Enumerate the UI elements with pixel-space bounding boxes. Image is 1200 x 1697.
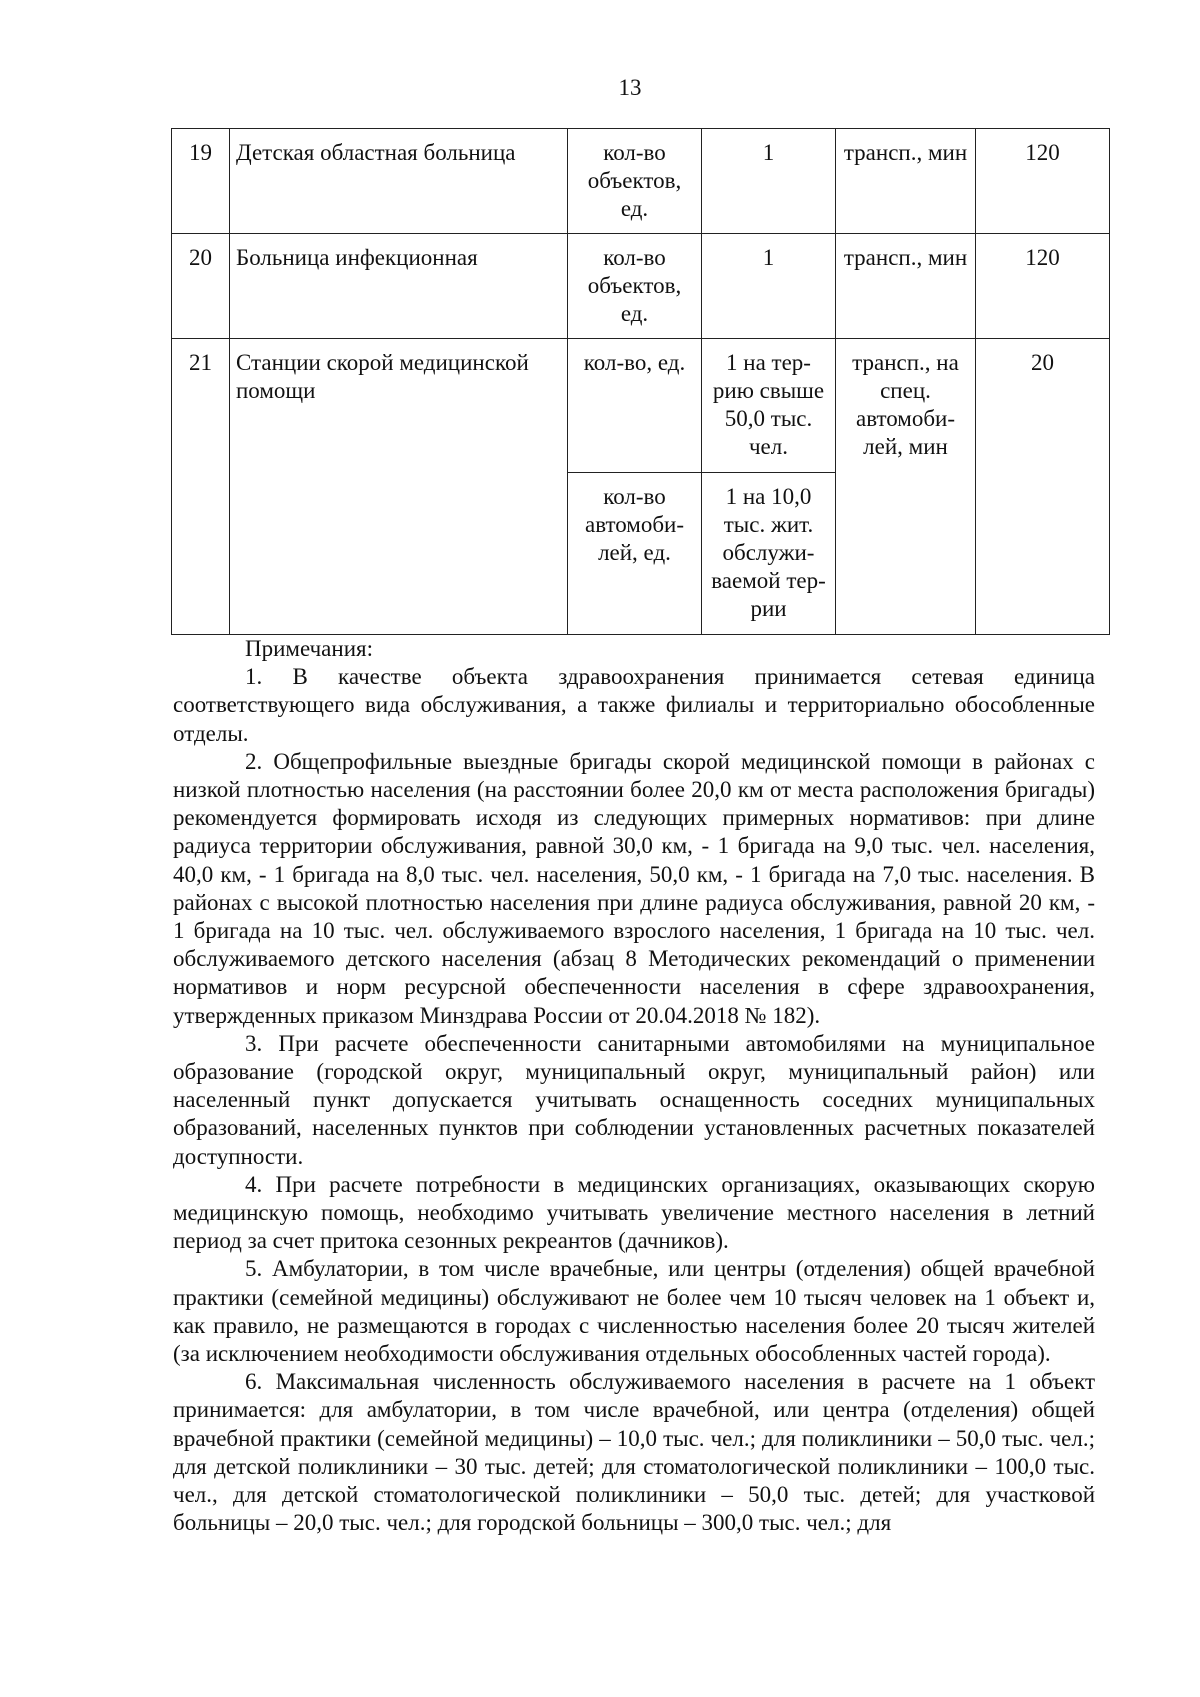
note-paragraph: 4. При расчете потребности в медицинских организациях, оказывающих скорую медицинскую помощь, необходимо учитывать увеличение местного населения в летний период за счет притока сезонных рекреантов (дачников). [173, 1171, 1095, 1254]
row-number: 19 [189, 140, 212, 165]
value: 1 [762, 245, 775, 270]
access-value-cell [976, 234, 1110, 339]
unit-cell [568, 473, 702, 635]
value: 1 [762, 140, 775, 165]
note-paragraph: 1. В качестве объекта здравоохранения принимается сетевая единица соответствующего вида обслуживания, а также филиалы и территориально обособленные отделы. [173, 664, 1095, 746]
facility-name: Больница инфекционная [236, 245, 478, 270]
unit-cell [568, 339, 702, 473]
value-cell [702, 129, 836, 234]
table-row [172, 129, 1110, 234]
unit-cell [568, 129, 702, 234]
table-row [172, 234, 1110, 339]
page-number: 13 [618, 75, 642, 100]
row-number: 20 [189, 245, 212, 270]
value-cell [702, 339, 836, 473]
unit: кол-во объектов, ед. [587, 245, 682, 326]
unit-cell [568, 234, 702, 339]
access-value-cell [976, 339, 1110, 635]
row-number: 21 [189, 350, 212, 375]
note-paragraph: 3. При расчете обеспеченности санитарными автомобилями на муниципальное образование (городской округ, муниципальный округ, муниципальный район) или населенный пункт допускается учитывать оснащенность соседних муниципальных образований, населенных пунктов при соблюдении установленных расчетных показателей доступности. [173, 1030, 1095, 1169]
access-type-cell [836, 339, 976, 635]
note-paragraph: 6. Максимальная численность обслуживаемого населения в расчете на 1 объект принимается: для амбулатории, в том числе врачебной, или центра (отделения) общей врачебной практики (семейной медицины) – 10,0 тыс. чел.; для поликлиники – 50,0 тыс. чел.; для детской поликлиники – 30 тыс. детей; для стоматологической поликлиники – 100,0 тыс. чел., для детской стоматологической поликлиники – 50,0 тыс. детей; для участковой больницы – 20,0 тыс. чел.; для городской больницы – 300,0 тыс. чел.; для [173, 1369, 1095, 1536]
access-type-cell [836, 129, 976, 234]
note-paragraph: 2. Общепрофильные выездные бригады скорой медицинской помощи в районах с низкой плотностью населения (на расстоянии более 20,0 км от места расположения бригады) рекомендуется формировать исходя из следующих примерных нормативов: при длине радиуса территории обслуживания, равной 30,0 км, - 1 бригада на 9,0 тыс. чел. населения, 40,0 км, - 1 бригада на 8,0 тыс. чел. населения, 50,0 км, - 1 бригада на 7,0 тыс. населения. В районах с высокой плотностью населения при длине радиуса обслуживания, равной 20 км, - 1 бригада на 10 тыс. чел. обслуживаемого взрослого населения, 1 бригада на 10 тыс. чел. обслуживаемого детского населения (абзац 8 Методических рекомендаций о применении нормативов и норм ресурсной обеспеченности населения в сфере здравоохранения, утвержденных приказом Минздрава России от 20.04.2018 № 182). [173, 748, 1095, 1028]
value: 1 на 10,0 тыс. жит. обслужи-ваемой тер-рии [711, 484, 826, 621]
note-paragraph: 5. Амбулатории, в том числе врачебные, или центры (отделения) общей врачебной практики (семейной медицины) обслуживают не более чем 10 тысяч человек на 1 объект и, как правило, не размещаются в городах с численностью населения более 20 тысяч жителей (за исключением необходимости обслуживания отдельных обособленных частей города). [173, 1256, 1095, 1367]
access-type-cell [836, 234, 976, 339]
access-value: 120 [1025, 245, 1060, 270]
access-value: 20 [1031, 350, 1054, 375]
facility-name-cell [230, 234, 568, 339]
value: 1 на тер-рию свыше 50,0 тыс. чел. [712, 350, 825, 459]
facility-name-cell [230, 129, 568, 234]
facility-name: Детская областная больница [236, 140, 516, 165]
unit: кол-во, ед. [583, 350, 686, 375]
row-number-cell [172, 129, 230, 234]
access-type: трансп., мин [843, 245, 968, 270]
table-row [172, 339, 1110, 473]
value-cell [702, 473, 836, 635]
facility-name: Станции скорой медицинской помощи [236, 350, 529, 403]
row-number-cell [172, 339, 230, 635]
facility-name-cell [230, 339, 568, 635]
access-value-cell [976, 129, 1110, 234]
access-type: трансп., на спец. автомоби-лей, мин [852, 350, 959, 459]
notes-section [173, 635, 1095, 1538]
access-type: трансп., мин [843, 140, 968, 165]
notes-heading: Примечания: [245, 636, 373, 661]
row-number-cell [172, 234, 230, 339]
norms-table [171, 128, 1110, 635]
access-value: 120 [1025, 140, 1060, 165]
unit: кол-во объектов, ед. [587, 140, 682, 221]
unit: кол-во автомоби-лей, ед. [584, 484, 685, 565]
value-cell [702, 234, 836, 339]
